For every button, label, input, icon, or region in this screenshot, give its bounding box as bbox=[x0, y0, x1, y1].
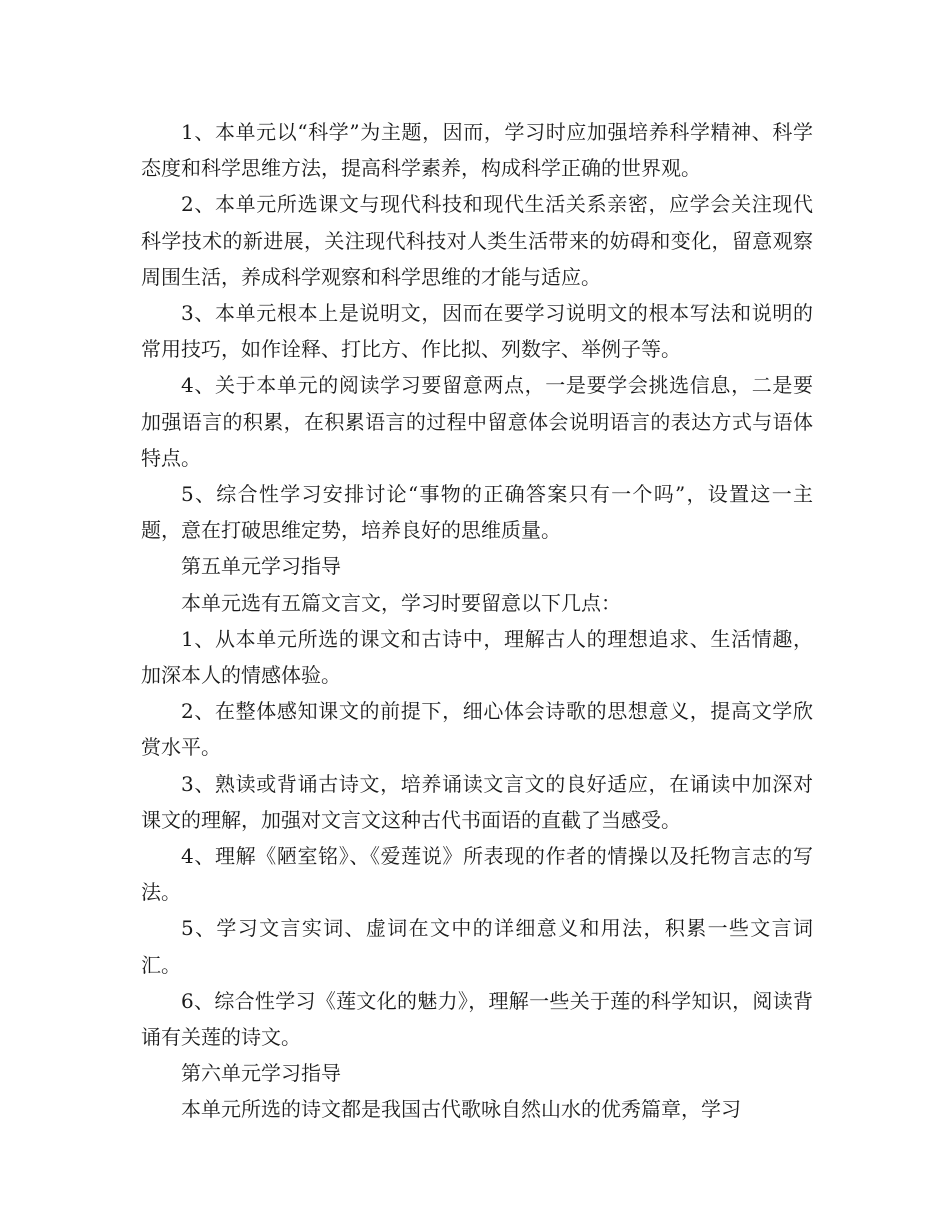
paragraph-unit4-point5: 5、综合性学习安排讨论“事物的正确答案只有一个吗”，设置这一主题，意在打破思维定势，培养良好的思维质量。 bbox=[141, 482, 813, 543]
section-heading-unit6: 第六单元学习指导 bbox=[181, 1061, 341, 1086]
document-body bbox=[141, 114, 813, 1128]
paragraph-unit4-point1: 1、本单元以“科学”为主题，因而，学习时应加强培养科学精神、科学态度和科学思维方法，提高科学素养，构成科学正确的世界观。 bbox=[141, 120, 813, 181]
paragraph-unit5-point5: 5、学习文言实词、虚词在文中的详细意义和用法，积累一些文言词汇。 bbox=[141, 916, 813, 977]
paragraph-unit4-point2: 2、本单元所选课文与现代科技和现代生活关系亲密，应学会关注现代科学技术的新进展，关注现代科技对人类生活带来的妨碍和变化，留意观察周围生活，养成科学观察和科学思维的才能与适应。 bbox=[141, 192, 813, 289]
paragraph-unit4-point3: 3、本单元根本上是说明文，因而在要学习说明文的根本写法和说明的常用技巧，如作诠释、打比方、作比拟、列数字、举例子等。 bbox=[141, 301, 813, 362]
paragraph-unit4-point4: 4、关于本单元的阅读学习要留意两点，一是要学会挑选信息，二是要加强语言的积累，在积累语言的过程中留意体会说明语言的表达方式与语体特点。 bbox=[141, 373, 813, 470]
section-heading-unit5: 第五单元学习指导 bbox=[181, 554, 341, 579]
paragraph-unit5-point4: 4、理解《陋室铭》、《爱莲说》所表现的作者的情操以及托物言志的写法。 bbox=[141, 844, 813, 905]
paragraph-unit6-intro: 本单元所选的诗文都是我国古代歌咏自然山水的优秀篇章，学习 bbox=[181, 1097, 741, 1122]
paragraph-unit5-intro: 本单元选有五篇文言文，学习时要留意以下几点： bbox=[181, 590, 621, 615]
paragraph-unit5-point3: 3、熟读或背诵古诗文，培养诵读文言文的良好适应，在诵读中加深对课文的理解，加强对文言文这种古代书面语的直截了当感受。 bbox=[141, 771, 813, 832]
paragraph-unit5-point2: 2、在整体感知课文的前提下，细心体会诗歌的思想意义，提高文学欣赏水平。 bbox=[141, 699, 813, 760]
paragraph-unit5-point1: 1、从本单元所选的课文和古诗中，理解古人的理想追求、生活情趣，加深本人的情感体验。 bbox=[141, 626, 813, 688]
paragraph-unit5-point6: 6、综合性学习《莲文化的魅力》，理解一些关于莲的科学知识，阅读背诵有关莲的诗文。 bbox=[141, 988, 813, 1050]
